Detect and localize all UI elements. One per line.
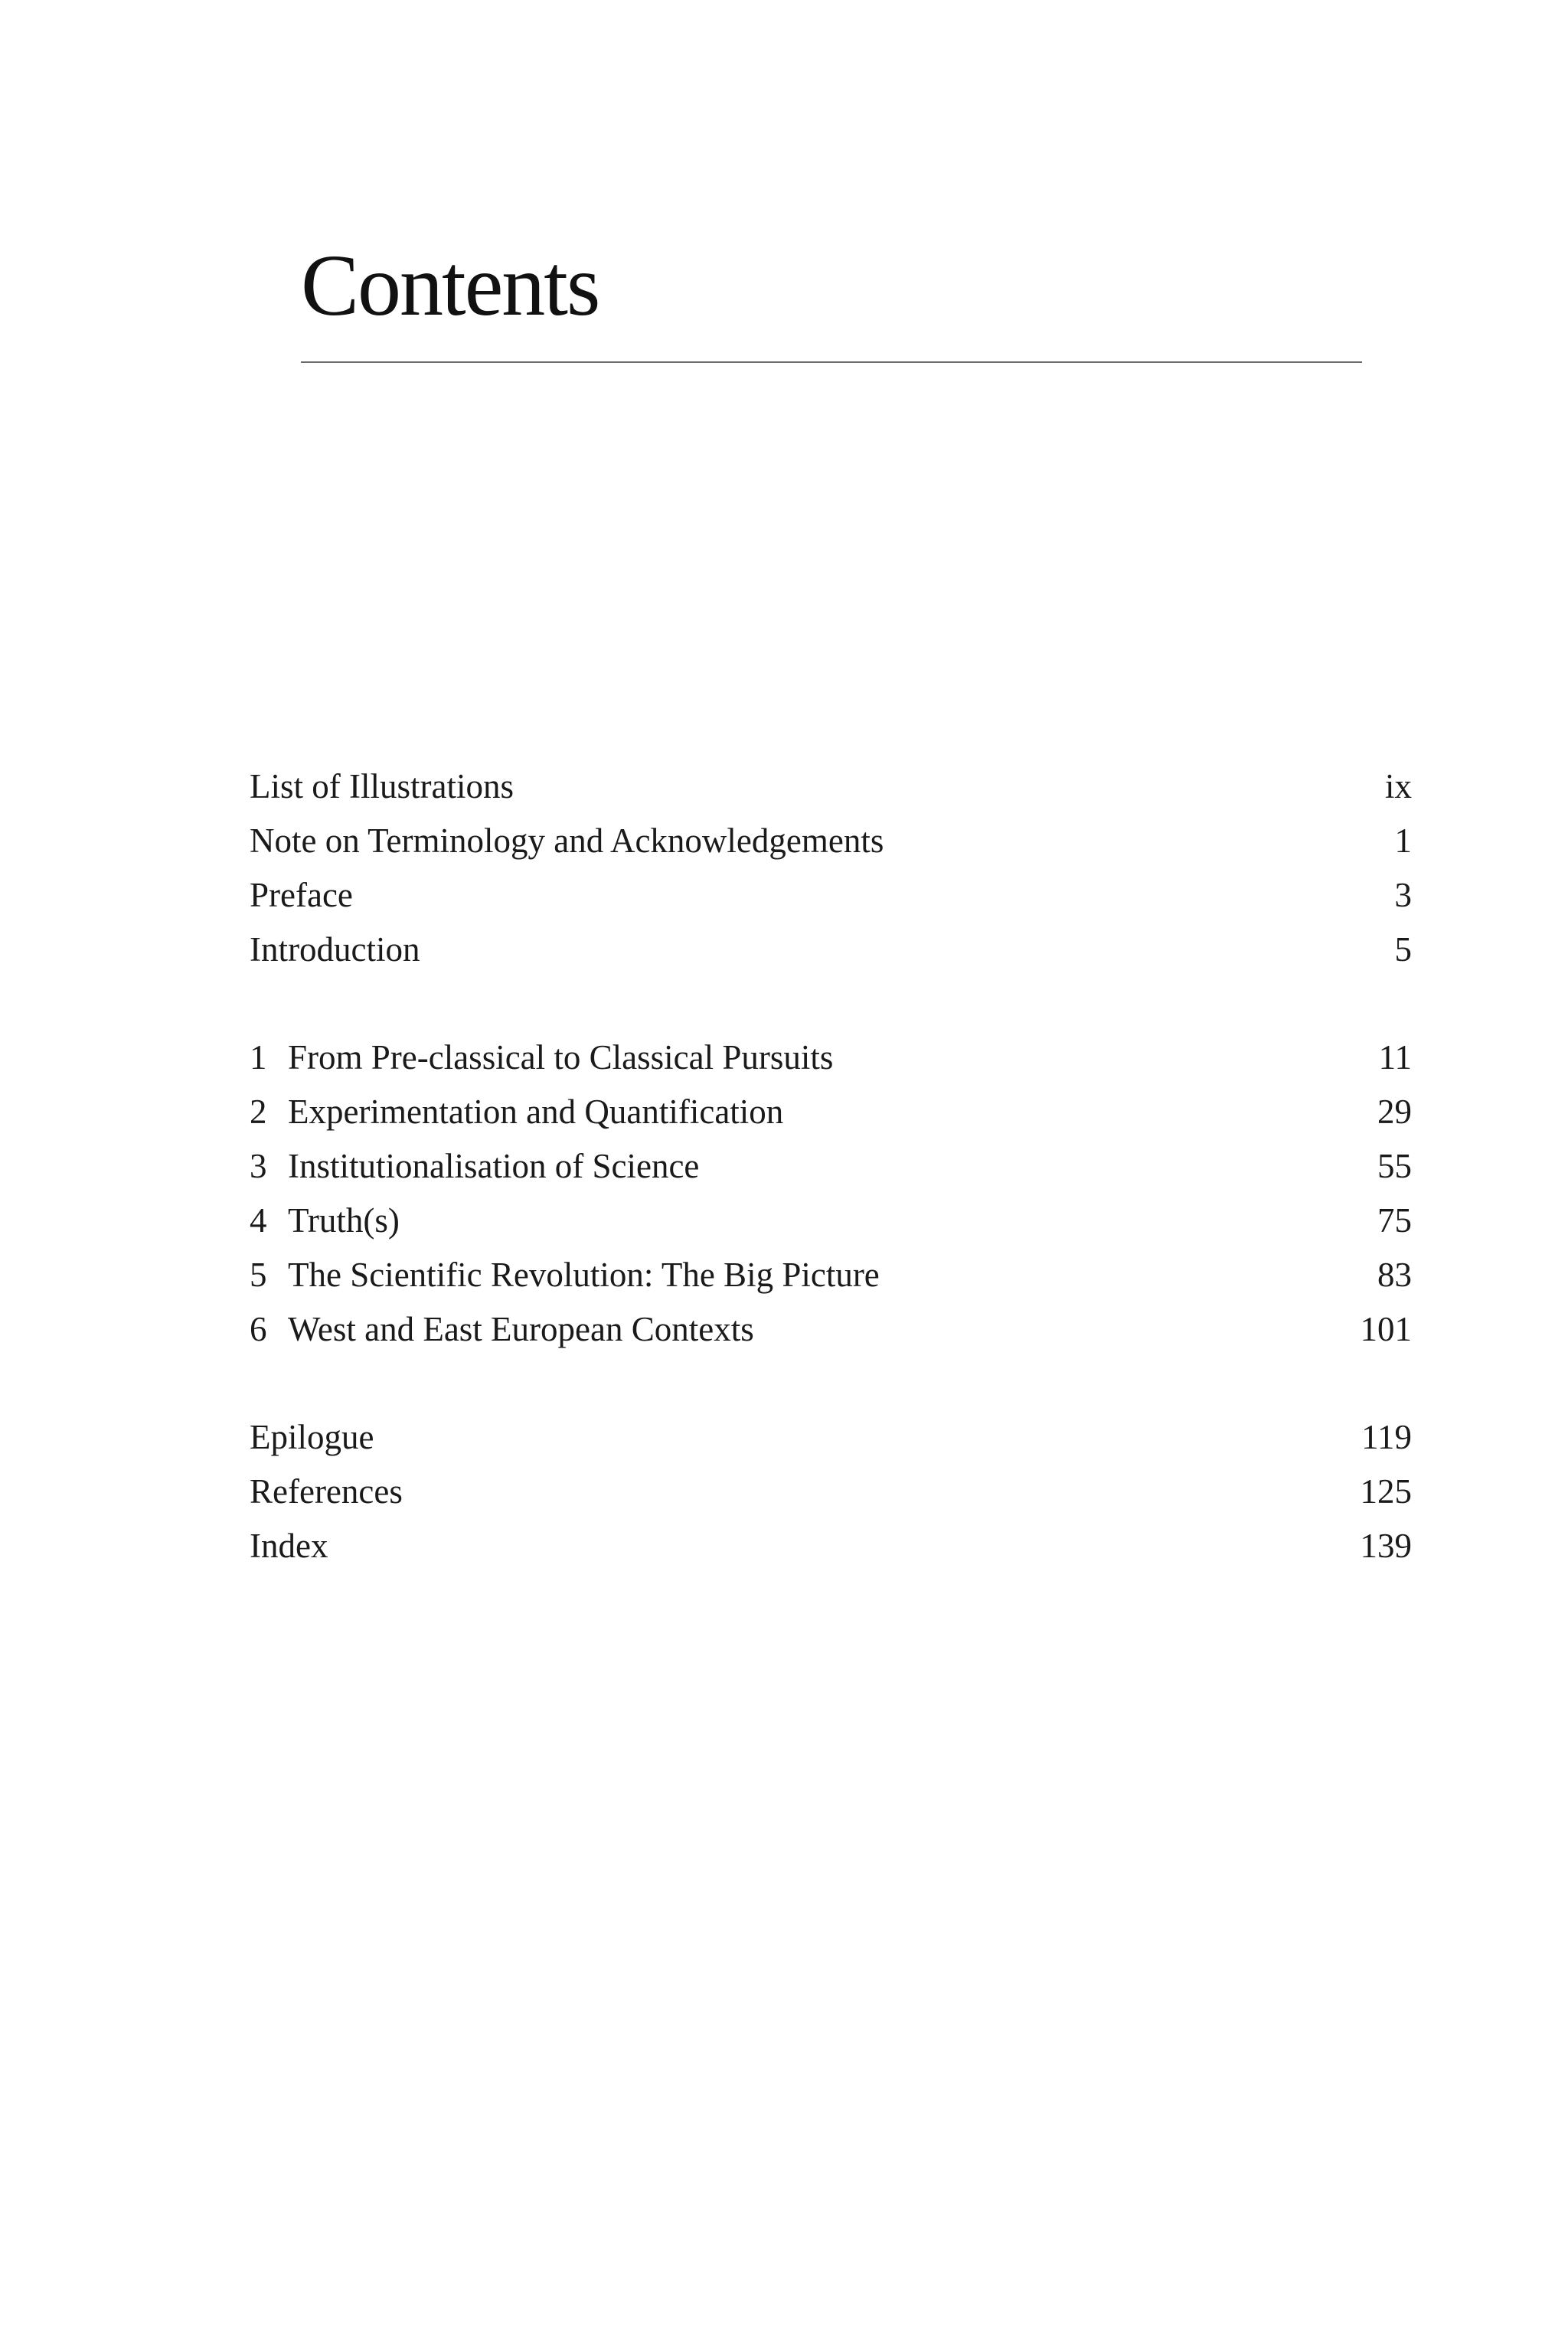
toc-entry-page-number: 29 (1377, 1093, 1412, 1131)
toc-entry-page-number: 125 (1360, 1472, 1412, 1511)
toc-entry-epilogue[interactable] (250, 1410, 1412, 1465)
toc-entry-label (250, 1085, 783, 1139)
chapter-number: 1 (250, 1038, 267, 1076)
toc-entry-introduction[interactable] (250, 923, 1412, 977)
chapter-number: 2 (250, 1093, 267, 1131)
toc-entry-page-number: 119 (1361, 1418, 1412, 1456)
toc-entry-page-number: ix (1384, 767, 1412, 805)
toc-entry-references[interactable] (250, 1465, 1412, 1519)
toc-entry-title: Truth(s) (288, 1201, 400, 1240)
toc-entry-title: Epilogue (250, 1418, 374, 1456)
toc-entry-title: Preface (250, 876, 353, 914)
toc-entry-title: West and East European Contexts (288, 1310, 754, 1348)
chapter-number: 5 (250, 1256, 267, 1294)
toc-entry-page-number: 11 (1378, 1038, 1412, 1076)
toc-entry-page-number: 5 (1394, 930, 1412, 969)
back-matter-list (250, 1410, 1412, 1573)
toc-entry-label (250, 1194, 400, 1248)
toc-entry-title: List of Illustrations (250, 767, 514, 805)
toc-entry-chapter-5[interactable] (250, 1248, 1412, 1302)
title-divider (301, 361, 1362, 363)
toc-entry-index[interactable] (250, 1519, 1412, 1573)
toc-entry-chapter-4[interactable] (250, 1194, 1412, 1248)
toc-entry-page-number: 1 (1394, 822, 1412, 860)
toc-entry-page-number: 75 (1377, 1201, 1412, 1240)
toc-entry-page-number: 101 (1360, 1310, 1412, 1348)
toc-entry-label (250, 1139, 699, 1194)
toc-entry-label (250, 1248, 880, 1302)
chapter-number: 4 (250, 1201, 267, 1240)
toc-entry-chapter-2[interactable] (250, 1085, 1412, 1139)
toc-entry-preface[interactable] (250, 868, 1412, 923)
toc-entry-page-number: 139 (1360, 1527, 1412, 1565)
page-title: Contents (301, 237, 599, 334)
toc-entry-page-number: 83 (1377, 1256, 1412, 1294)
chapter-number: 6 (250, 1310, 267, 1348)
toc-entry-chapter-3[interactable] (250, 1139, 1412, 1194)
toc-entry-note-on-terminology[interactable] (250, 814, 1412, 868)
chapter-list (250, 1031, 1412, 1357)
toc-entry-title: Introduction (250, 930, 420, 969)
toc-entry-page-number: 3 (1394, 876, 1412, 914)
toc-entry-page-number: 55 (1377, 1147, 1412, 1185)
toc-entry-title: The Scientific Revolution: The Big Picture (288, 1256, 880, 1294)
toc-entry-title: Institutionalisation of Science (288, 1147, 700, 1185)
toc-entry-chapter-1[interactable] (250, 1031, 1412, 1085)
toc-entry-label (250, 1031, 833, 1085)
toc-entry-title: Experimentation and Quantification (288, 1093, 784, 1131)
toc-entry-title: References (250, 1472, 403, 1511)
toc-entry-label (250, 1302, 754, 1357)
front-matter-list (250, 760, 1412, 977)
chapter-number: 3 (250, 1147, 267, 1185)
toc-entry-title: From Pre-classical to Classical Pursuits (288, 1038, 834, 1076)
toc-entry-chapter-6[interactable] (250, 1302, 1412, 1357)
toc-entry-title: Index (250, 1527, 328, 1565)
toc-entry-title: Note on Terminology and Acknowledgements (250, 822, 884, 860)
toc-entry-list-of-illustrations[interactable] (250, 760, 1412, 814)
table-of-contents (250, 760, 1412, 1573)
